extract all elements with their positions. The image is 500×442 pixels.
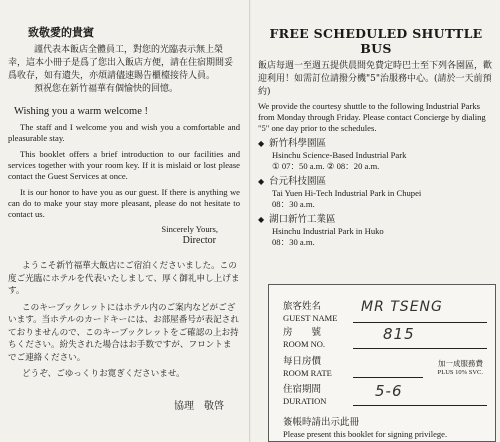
privilege-note-en: Please present this booklet for signing privilege. xyxy=(283,429,448,439)
route-item xyxy=(258,214,494,248)
shuttle-page xyxy=(258,6,494,248)
diamond-bullet-icon: ◆ xyxy=(258,177,265,186)
jp-paragraph-1: ようこそ新竹福華大飯店にご宿泊くださいました。この度ご光臨にホテルを代表いたしまして、厚く御礼申し上げます。 xyxy=(8,261,240,296)
duration-field[interactable]: 5-6 xyxy=(375,382,403,400)
privilege-note-cn: 簽帳時請出示此冊 xyxy=(283,417,360,428)
jp-paragraph-2: このキーブックレットにはホテル内のご案内などがございます。当ホテルのカードキーには、お部屋番号が表記されておりませんので、このキーブックレットをご確認の上お持ちください。紛失された場合はお手数ですが、フロントまでご連絡ください。 xyxy=(8,302,239,363)
route-name-en: Hsinchu Science-Based Industrial Park xyxy=(272,150,407,160)
en-paragraph-2: This booklet offers a brief introduction to our facilities and services together with your room key. If it is mislaid or lost please contact the Guest Services at once. xyxy=(8,149,240,181)
jp-signoff: 協理 敬啓 xyxy=(174,400,224,412)
route-time: ① 07：50 a.m. ② 08：20 a.m. xyxy=(272,161,380,171)
en-director: Director xyxy=(182,235,216,246)
room-number-label-cn: 房 號 xyxy=(283,327,322,338)
room-rate-row xyxy=(283,356,487,378)
guest-name-row xyxy=(283,301,487,323)
room-rate-label-cn: 每日房價 xyxy=(283,356,322,367)
duration-label-en: DURATION xyxy=(283,396,327,406)
page-fold xyxy=(249,0,251,442)
route-name-cn: 新竹科學園區 xyxy=(269,138,327,149)
shuttle-title: FREE SCHEDULED SHUTTLE BUS xyxy=(269,26,483,56)
service-charge-note-cn: 加一成服務費 xyxy=(438,359,483,368)
guest-info-form xyxy=(268,284,496,442)
route-item xyxy=(258,176,494,210)
guest-name-field[interactable]: MR TSENG xyxy=(361,299,443,315)
route-time: 08：30 a.m. xyxy=(272,199,315,209)
route-time: 08：30 a.m. xyxy=(272,237,315,247)
en-signoff: Sincerely Yours, xyxy=(161,224,218,234)
en-paragraph-3: It is our honor to have you as our guest. If there is anything we can do to make your stay more pleasant, please do not hesitate to contact us. xyxy=(8,187,240,219)
en-paragraph-1: The staff and I welcome you and wish you a comfortable and pleasurable stay. xyxy=(8,122,240,143)
shuttle-description-cn: 飯店每週一至週五提供晨間免費定時巴士至下列各園區，歡迎利用！如需訂位請撥分機"5"治服務中心。(請於一天前預約) xyxy=(258,61,493,97)
room-number-field[interactable]: 815 xyxy=(383,325,415,343)
cn-greeting-title: 致敬愛的貴賓 xyxy=(28,26,94,39)
route-item xyxy=(258,138,494,172)
duration-label-cn: 住宿期間 xyxy=(283,384,322,395)
en-welcome-heading: Wishing you a warm welcome ! xyxy=(14,106,148,117)
room-number-row xyxy=(283,327,487,349)
room-number-label-en: ROOM NO. xyxy=(283,339,326,349)
route-name-cn: 台元科技園區 xyxy=(269,176,327,187)
guest-name-label-cn: 旅客姓名 xyxy=(283,301,322,312)
guest-name-label-en: GUEST NAME xyxy=(283,313,338,323)
duration-row xyxy=(283,384,487,406)
diamond-bullet-icon: ◆ xyxy=(258,139,265,148)
shuttle-description-en: We provide the courtesy shuttle to the following Industrial Parks from Monday through Friday. Please contact Concierge by dialing "5" one day prior to the schedules. xyxy=(258,101,486,133)
room-rate-label-en: ROOM RATE xyxy=(283,368,332,378)
diamond-bullet-icon: ◆ xyxy=(258,215,265,224)
route-name-en: Hsinchu Industrial Park in Huko xyxy=(272,226,384,236)
cn-greeting-wish: 預祝您在新竹福華有個愉快的回憶。 xyxy=(34,84,179,94)
cn-greeting-paragraph: 謹代表本飯店全體員工，對您的光臨表示無上榮幸，這本小冊子是爲了您出入飯店方便，請在住宿期間妥爲收存，如有遺失，亦煩請儘速賜告櫃檯接待人員。 xyxy=(8,45,234,81)
welcome-page xyxy=(8,6,240,412)
route-name-en: Tai Yuen Hi-Tech Industrial Park in Chupei xyxy=(272,188,422,198)
jp-paragraph-3: どうぞ、ごゆっくりお寛ぎくださいませ。 xyxy=(22,369,185,379)
signing-privilege-note xyxy=(283,417,491,439)
route-name-cn: 湖口新竹工業區 xyxy=(269,214,336,225)
service-charge-note-en: PLUS 10% SVC. xyxy=(437,369,483,376)
